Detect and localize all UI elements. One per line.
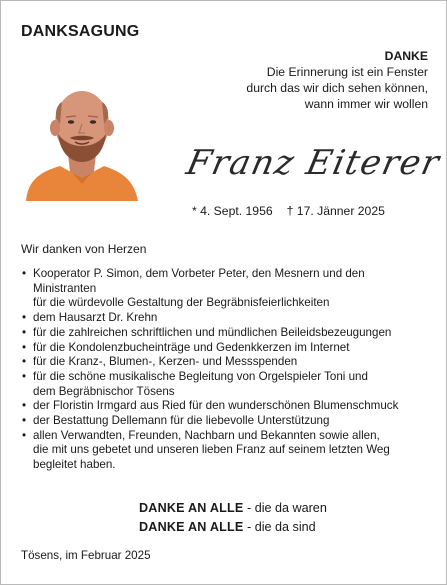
closing-line: [139, 499, 327, 518]
closing-bold: DANKE AN ALLE: [139, 501, 244, 515]
death-date: † 17. Jänner 2025: [286, 204, 385, 218]
thanks-item: [21, 341, 431, 356]
portrait-illustration: [22, 80, 143, 201]
memorial-quote: [246, 48, 428, 112]
page-title: DANKSAGUNG: [21, 23, 140, 40]
thanks-item: [21, 355, 431, 370]
thanks-item: [21, 399, 431, 414]
thanks-item-line: dem Begräbnischor Tösens: [33, 384, 175, 398]
thanks-item: [21, 429, 431, 473]
closing-rest: - die da waren: [243, 501, 327, 515]
thanks-item-line: • für die Kondolenzbucheinträge und Gedenkkerzen im Internet: [33, 340, 350, 354]
thanks-item: [21, 267, 431, 311]
thanks-item-line: für die würdevolle Gestaltung der Begräbnisfeierlichkeiten: [33, 296, 330, 310]
quote-heading: DANKE: [384, 49, 428, 63]
place-date: Tösens, im Februar 2025: [21, 549, 151, 562]
thanks-item-line: • Kooperator P. Simon, dem Vorbeter Peter, den Mesnern und den Ministranten: [33, 267, 365, 295]
thanks-item-line: • für die Kranz-, Blumen-, Kerzen- und Messspenden: [33, 355, 298, 369]
thanks-item-line: begleitet haben.: [33, 458, 116, 472]
portrait-photo: [22, 80, 143, 201]
closing-lines: [139, 499, 327, 537]
birth-date: * 4. Sept. 1956: [192, 204, 273, 218]
thanks-item-line: • der Floristin Irmgard aus Ried für den wunderschönen Blumenschmuck: [33, 399, 399, 413]
thanks-item: [21, 370, 431, 399]
closing-bold: DANKE AN ALLE: [139, 520, 244, 534]
thanks-item-line: • für die schöne musikalische Begleitung von Orgelspieler Toni und: [33, 369, 368, 383]
quote-line: Die Erinnerung ist ein Fenster: [266, 65, 428, 79]
thanks-item: [21, 311, 431, 326]
thanks-item-line: • für die zahlreichen schriftlichen und mündlichen Beileidsbezeugungen: [33, 325, 392, 339]
quote-line: wann immer wir wollen: [304, 97, 428, 111]
closing-rest: - die da sind: [243, 520, 316, 534]
thanks-item-line: • allen Verwandten, Freunden, Nachbarn und Bekannten sowie allen,: [33, 428, 380, 442]
thanks-intro: Wir danken von Herzen: [21, 242, 147, 256]
quote-line: durch das wir dich sehen können,: [246, 81, 428, 95]
deceased-name: Franz Eiterer: [183, 143, 444, 183]
life-dates: [192, 204, 385, 218]
closing-line: [139, 518, 327, 537]
thanks-item-line: • der Bestattung Dellemann für die liebevolle Unterstützung: [33, 414, 330, 428]
thanks-item: [21, 414, 431, 429]
thanks-list: [21, 267, 431, 473]
thanks-item-line: die mit uns gebetet und unseren lieben Franz auf seinem letzten Weg: [33, 443, 390, 457]
thanks-item: [21, 326, 431, 341]
thanks-item-line: • dem Hausarzt Dr. Krehn: [33, 311, 158, 325]
